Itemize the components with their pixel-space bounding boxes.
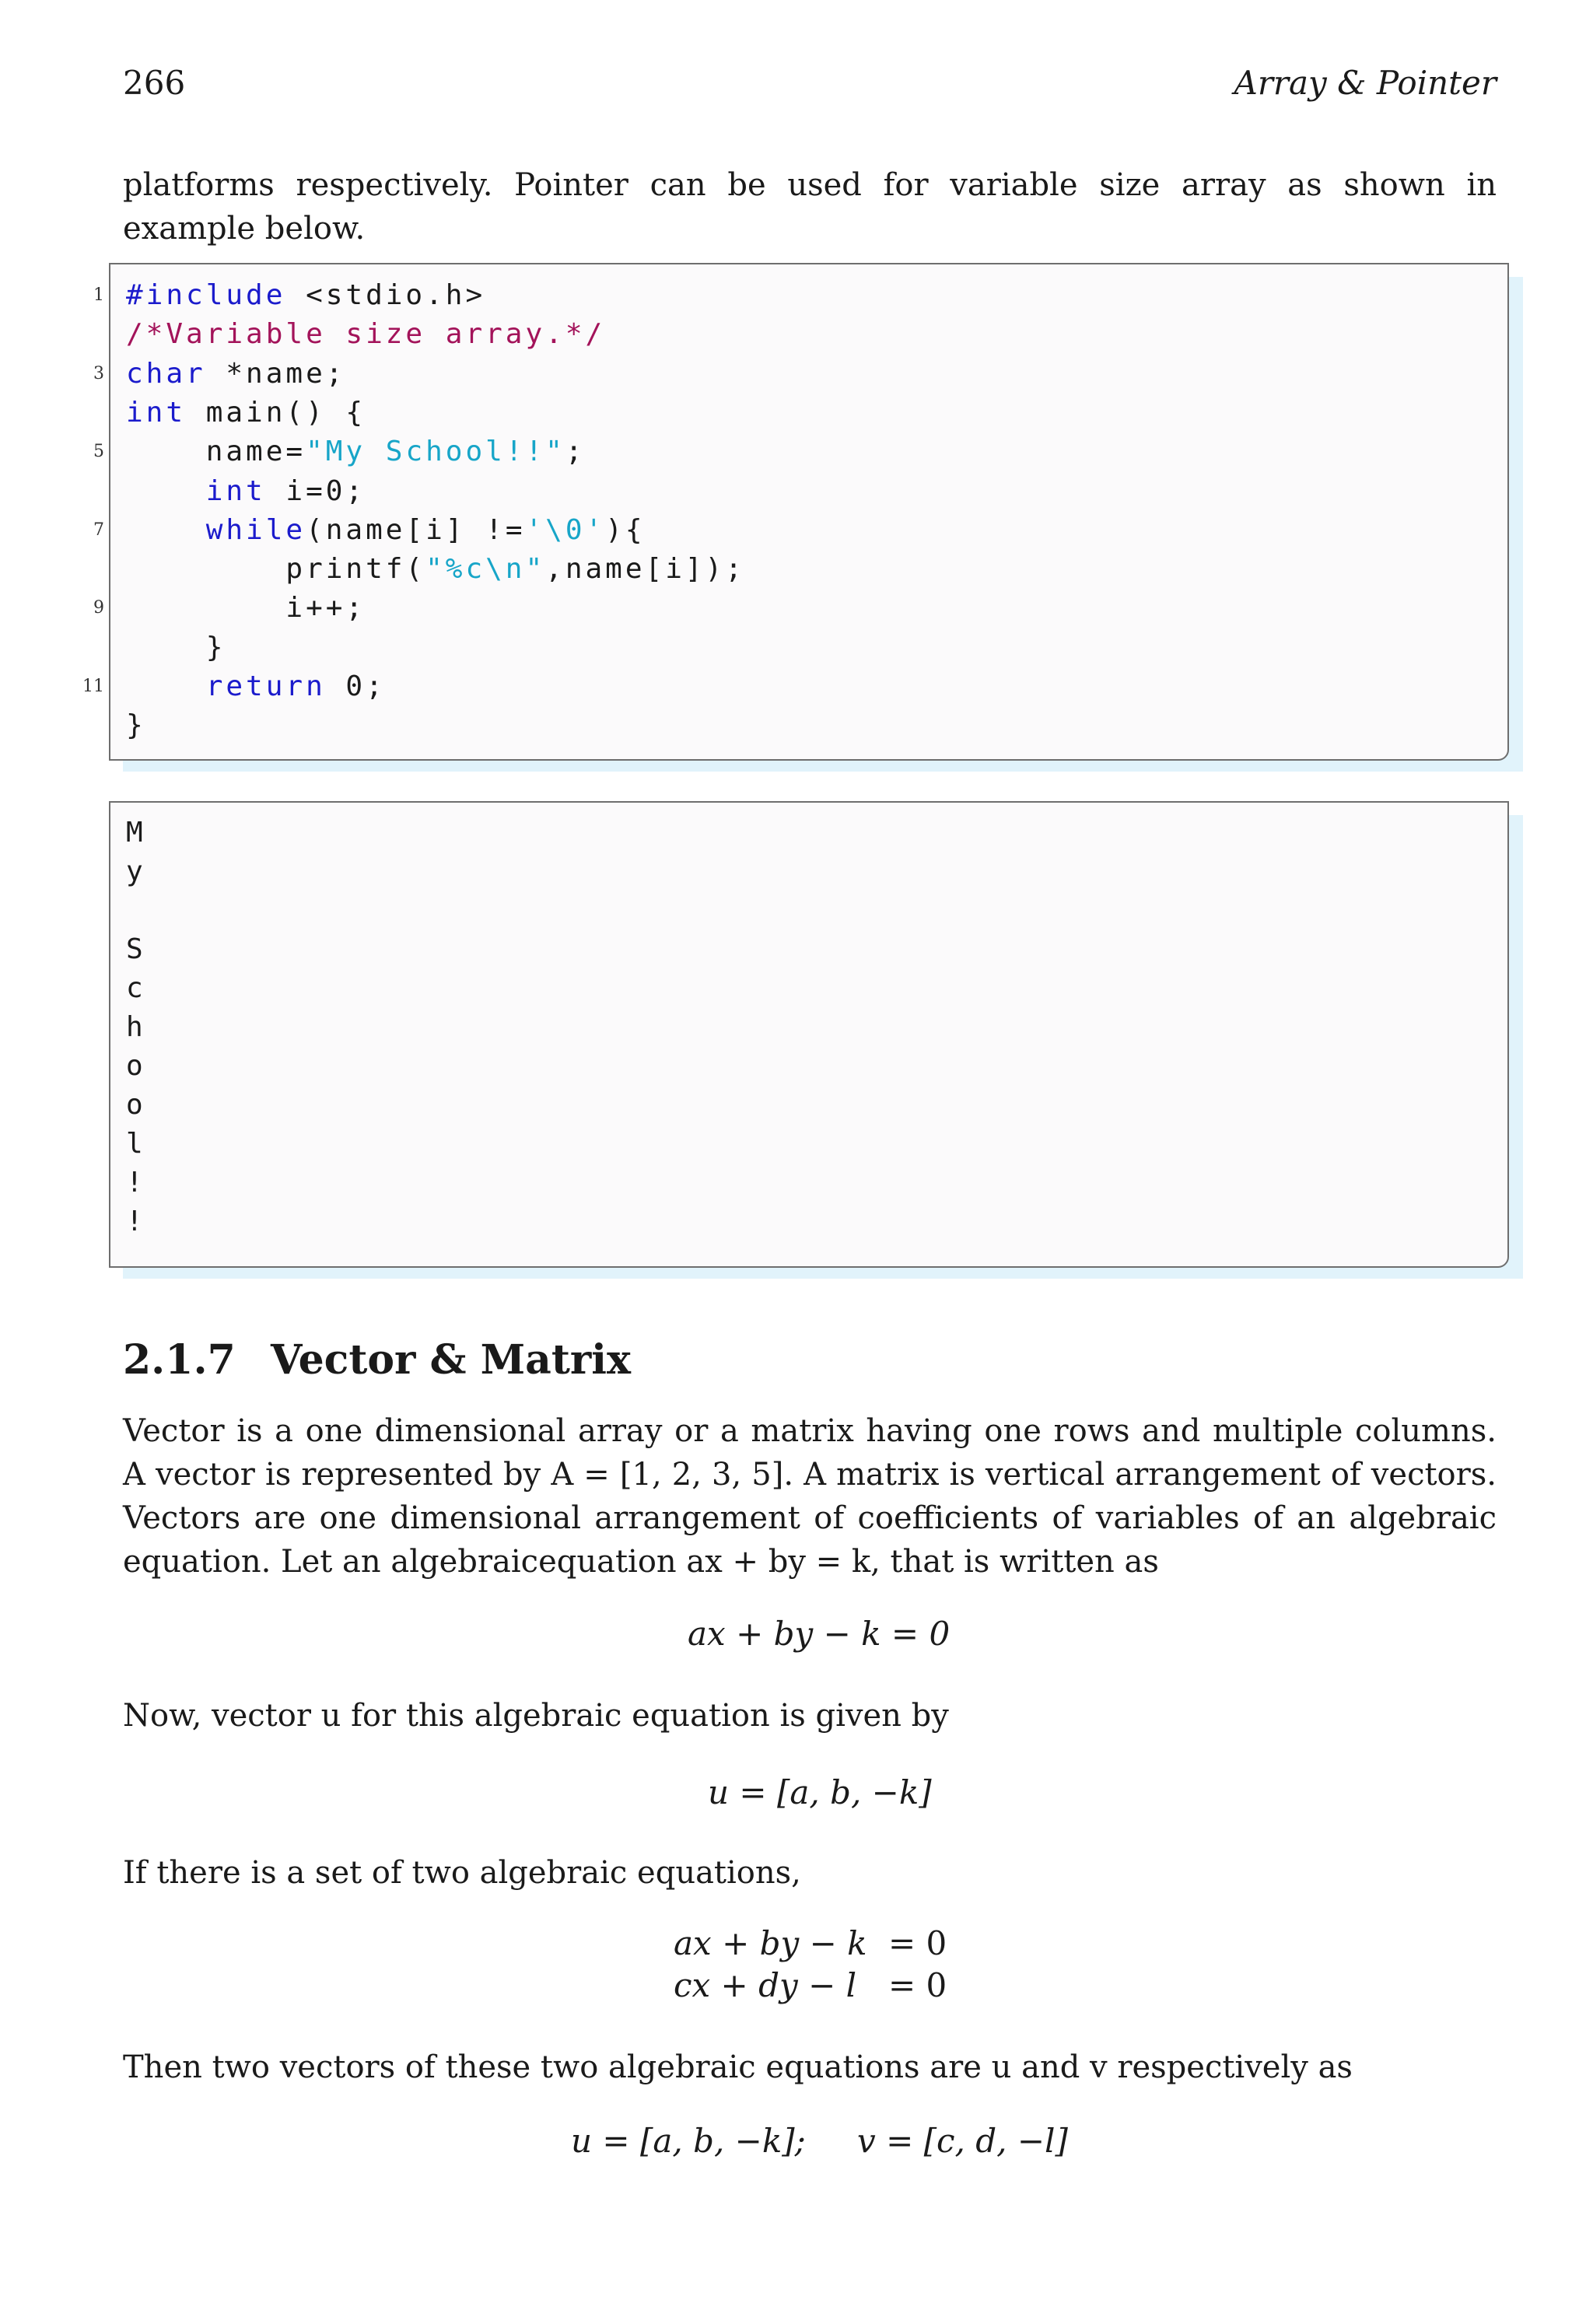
code-line: [126, 628, 226, 667]
output-line: c: [126, 972, 143, 1004]
output-line: l: [126, 1128, 143, 1160]
code-token: #include: [126, 279, 286, 311]
code-line: [126, 667, 386, 706]
code-token: *name;: [205, 357, 346, 390]
output-line: M: [126, 817, 143, 849]
code-token: name=: [126, 436, 306, 468]
line-number: 3: [93, 363, 104, 383]
code-line: [126, 550, 745, 589]
now-vector-paragraph: Now, vector u for this algebraic equation is given by: [123, 1698, 949, 1734]
output-line: !: [126, 1167, 143, 1199]
code-token: int: [205, 474, 266, 507]
equation-3b-lhs-text: cx + dy − l: [674, 1966, 857, 2004]
code-token: printf(: [126, 553, 426, 586]
output-line: o: [126, 1050, 143, 1082]
code-token: [126, 514, 206, 546]
code-token: /*Variable size array.*/: [126, 318, 606, 351]
code-line: [126, 276, 485, 315]
code-token: int: [126, 396, 187, 429]
line-number: 1: [93, 285, 104, 305]
section-number: 2.1.7: [123, 1336, 236, 1384]
equation-4-u: [571, 2122, 806, 2160]
output-line: y: [126, 856, 143, 887]
code-line: [126, 394, 366, 432]
equation-1-text: ax + by − k = 0: [688, 1615, 951, 1653]
code-token: '\0': [525, 513, 606, 546]
page-number: 266: [123, 64, 186, 102]
output-line: S: [126, 933, 143, 965]
equation-3b-lhs: [674, 1966, 856, 2004]
code-token: return: [205, 670, 326, 702]
code-line: [126, 706, 146, 745]
code-token: main() {: [186, 396, 366, 429]
line-number: 9: [93, 598, 104, 618]
line-number: 11: [82, 677, 104, 696]
code-token: i++;: [126, 592, 366, 625]
equation-3a-lhs: [674, 1924, 867, 1962]
code-token: <stdio.h>: [285, 279, 486, 311]
line-number: 5: [93, 442, 104, 462]
intro-paragraph: platforms respectively. Pointer can be used for variable size array as shown in example below.: [123, 167, 1497, 247]
code-token: 0;: [325, 670, 386, 702]
equation-2: [708, 1773, 932, 1811]
code-token: i=0;: [265, 474, 366, 507]
code-token: ){: [605, 513, 646, 546]
then-two-paragraph: Then two vectors of these two algebraic equations are u and v respectively as: [123, 2049, 1353, 2085]
code-token: [126, 475, 206, 507]
equation-3b-rhs: = 0: [888, 1966, 947, 2004]
output-line: h: [126, 1011, 143, 1043]
code-token: while: [205, 513, 306, 546]
code-token: "My School!!": [306, 436, 565, 468]
section-heading: [123, 1336, 631, 1384]
equation-2-text: u = [a, b, −k]: [708, 1773, 932, 1811]
equation-4-u-text: u = [a, b, −k];: [571, 2122, 806, 2160]
section-title: Vector & Matrix: [271, 1336, 631, 1384]
code-token: char: [126, 357, 206, 390]
line-number: 7: [93, 520, 104, 540]
equation-1: [688, 1615, 950, 1653]
code-token: [126, 670, 206, 702]
equation-4-v: [857, 2122, 1068, 2160]
output-line: o: [126, 1089, 143, 1121]
code-token: "%c\n": [425, 553, 546, 586]
code-token: }: [126, 631, 226, 663]
running-title: Array & Pointer: [1234, 64, 1497, 102]
code-token: }: [126, 709, 146, 742]
code-line: [126, 355, 345, 394]
code-line: [126, 472, 366, 511]
code-line: [126, 432, 586, 471]
equation-4-v-text: v = [c, d, −l]: [857, 2122, 1068, 2160]
code-token: ,name[i]);: [545, 553, 745, 586]
vector-intro-paragraph: Vector is a one dimensional array or a matrix having one rows and multiple columns. A vector is represented by A = [1, 2, 3, 5]. A matrix is vertical arrangement of vectors. Vectors are one dimensional arrangement of coefficients of variables of an algebraic equation. Let an algebraicequation ax + by = k, that is written as: [123, 1413, 1497, 1580]
equation-3a-rhs: = 0: [888, 1924, 947, 1962]
code-line: [126, 589, 366, 628]
code-token: (name[i] !=: [306, 513, 526, 546]
code-line: [126, 315, 605, 354]
output-line: !: [126, 1206, 143, 1237]
code-line: [126, 511, 646, 550]
set-of-two-paragraph: If there is a set of two algebraic equations,: [123, 1855, 801, 1891]
output-listing: [109, 801, 1509, 1268]
code-token: ;: [565, 436, 586, 468]
equation-3a-lhs-text: ax + by − k: [674, 1924, 867, 1962]
